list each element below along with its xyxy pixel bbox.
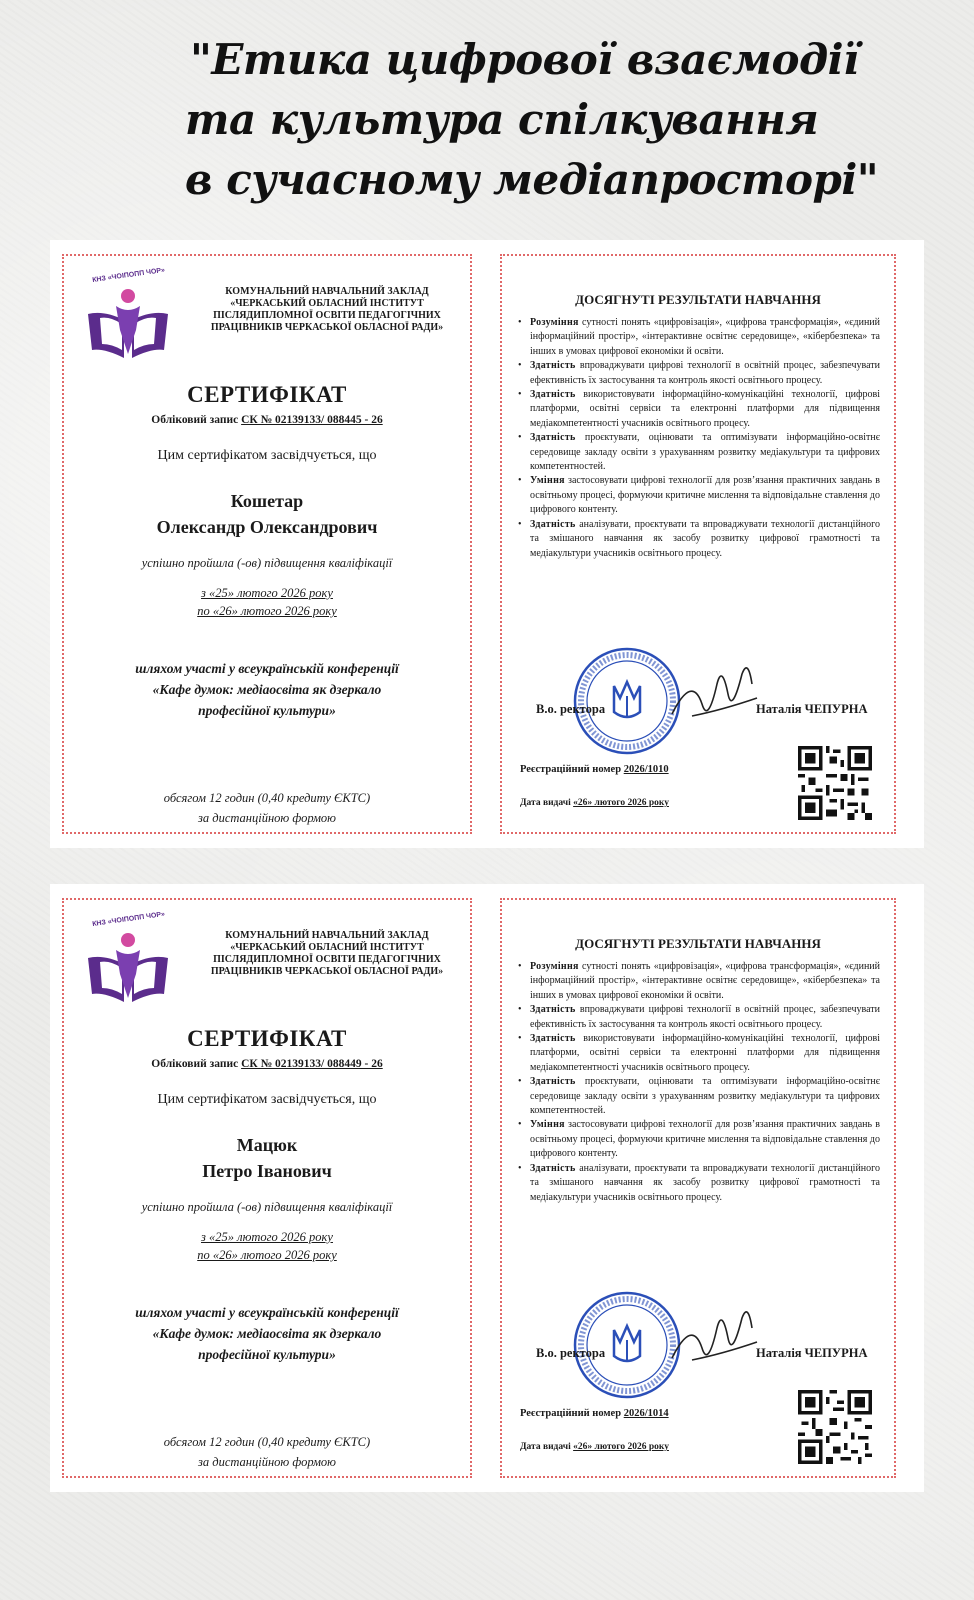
date-from: з «25» лютого 2026 року bbox=[201, 1230, 333, 1244]
recipient-surname: Кошетар bbox=[230, 491, 304, 511]
certificate-back bbox=[500, 898, 896, 1478]
recipient-name bbox=[64, 488, 470, 540]
volume-line-2: за дистанційною формою bbox=[198, 811, 336, 825]
record-number: СК № 02139133/ 088449 - 26 bbox=[241, 1058, 383, 1070]
signer-role: В.о. ректора bbox=[536, 702, 606, 716]
list-item: • Здатність впроваджувати цифрові технології в освітній процес, забезпечувати ефективність їх застосування та контроль якості освітнього процесу. bbox=[518, 1003, 880, 1032]
issue-date-line bbox=[520, 1442, 669, 1452]
issue-date: «26» лютого 2026 року bbox=[573, 1442, 669, 1452]
certificate-card bbox=[50, 240, 924, 848]
results-list bbox=[518, 316, 880, 561]
certify-text: Цим сертифікатом засвідчується, що bbox=[157, 1092, 377, 1107]
list-item: • Здатність аналізувати, проєктувати та впроваджувати технології дистанційного та змішаного навчання як засобу розвитку цифрової грамотності та медіакультури учасників освітнього процесу. bbox=[518, 1162, 880, 1205]
list-item: • Здатність проєктувати, оцінювати та оптимізувати інформаційно-освітнє середовище закладу освіти з урахуванням розвитку медіакультури та цифрових компетентностей. bbox=[518, 1075, 880, 1118]
issue-date-line bbox=[520, 798, 669, 808]
list-item: • Уміння застосовувати цифрові технології для розв’язання практичних завдань в освітньому процесі, формуючи критичне мислення та відповідальне ставлення до цифрового контенту. bbox=[518, 1118, 880, 1161]
signature-icon bbox=[662, 1298, 772, 1388]
registration-number: 2026/1010 bbox=[623, 764, 669, 775]
list-item: • Здатність використовувати інформаційно-комунікаційні технології, цифрові платформи, освітні сервіси та електронні платформи для підвищення медіакомпетентності учасників освітнього процесу. bbox=[518, 388, 880, 431]
registration-line bbox=[520, 764, 669, 775]
recipient-name bbox=[64, 1132, 470, 1184]
signer-name: Наталія ЧЕПУРНА bbox=[756, 1346, 868, 1360]
certificate-front bbox=[62, 254, 472, 834]
institution-name: КОМУНАЛЬНИЙ НАВЧАЛЬНИЙ ЗАКЛАД «ЧЕРКАСЬКИЙ ОБЛАСНИЙ ІНСТИТУТ ПІСЛЯДИПЛОМНОЇ ОСВІТИ ПЕДАГОГІЧНИХ ПРАЦІВНИКІВ ЧЕРКАСЬКОЇ ОБЛАСНОЇ РАДИ» bbox=[210, 286, 444, 333]
signer-role: В.о. ректора bbox=[536, 1346, 606, 1360]
list-item: • Розуміння сутності понять «цифровізація», «цифрова трансформація», «єдиний інформаційний простір», «інтерактивне освітнє середовище», «кібербезпека» та інших в умовах цифрової економіки й освіти. bbox=[518, 316, 880, 359]
issue-label: Дата видачі bbox=[520, 798, 571, 808]
list-item: • Здатність впроваджувати цифрові технології в освітній процес, забезпечувати ефективність їх застосування та контроль якості освітнього процесу. bbox=[518, 359, 880, 388]
certificate-back bbox=[500, 254, 896, 834]
results-list bbox=[518, 960, 880, 1205]
course-volume bbox=[64, 1432, 470, 1472]
record-number: СК № 02139133/ 088445 - 26 bbox=[241, 414, 383, 426]
list-item: • Здатність проєктувати, оцінювати та оптимізувати інформаційно-освітнє середовище закладу освіти з урахуванням розвитку медіакультури та цифрових компетентностей. bbox=[518, 431, 880, 474]
recipient-surname: Мацюк bbox=[236, 1135, 298, 1155]
registration-label: Реєстраційний номер bbox=[520, 1408, 622, 1419]
certificate-title: СЕРТИФІКАТ bbox=[187, 1026, 347, 1051]
record-label: Обліковий запис bbox=[151, 1058, 239, 1070]
volume-line-1: обсягом 12 годин (0,40 кредиту ЄКТС) bbox=[163, 791, 371, 805]
conference-text bbox=[64, 1302, 470, 1365]
institution-name: КОМУНАЛЬНИЙ НАВЧАЛЬНИЙ ЗАКЛАД «ЧЕРКАСЬКИЙ ОБЛАСНИЙ ІНСТИТУТ ПІСЛЯДИПЛОМНОЇ ОСВІТИ ПЕДАГОГІЧНИХ ПРАЦІВНИКІВ ЧЕРКАСЬКОЇ ОБЛАСНОЇ РАДИ» bbox=[210, 930, 444, 977]
certificate-card bbox=[50, 884, 924, 1492]
headline-line-2: та культура спілкування bbox=[185, 95, 819, 144]
course-dates bbox=[64, 1228, 470, 1264]
passed-text: успішно пройшла (-ов) підвищення кваліфікації bbox=[141, 556, 393, 570]
qr-code-icon bbox=[798, 1390, 872, 1464]
course-volume bbox=[64, 788, 470, 828]
volume-line-2: за дистанційною формою bbox=[198, 1455, 336, 1469]
results-title: ДОСЯГНУТІ РЕЗУЛЬТАТИ НАВЧАННЯ bbox=[575, 936, 821, 951]
list-item: • Здатність аналізувати, проєктувати та впроваджувати технології дистанційного та змішаного навчання як засобу розвитку цифрової грамотності та медіакультури учасників освітнього процесу. bbox=[518, 518, 880, 561]
headline-line-1: "Етика цифрової взаємодії bbox=[190, 35, 859, 84]
date-from: з «25» лютого 2026 року bbox=[201, 586, 333, 600]
headline-line-3: в сучасному медіапросторі" bbox=[185, 155, 879, 204]
list-item: • Розуміння сутності понять «цифровізація», «цифрова трансформація», «єдиний інформаційний простір», «інтерактивне освітнє середовище», «кібербезпека» та інших в умовах цифрової економіки й освіти. bbox=[518, 960, 880, 1003]
record-label: Обліковий запис bbox=[151, 414, 239, 426]
qr-code-icon bbox=[798, 746, 872, 820]
certify-text: Цим сертифікатом засвідчується, що bbox=[157, 448, 377, 463]
list-item: • Уміння застосовувати цифрові технології для розв’язання практичних завдань в освітньому процесі, формуючи критичне мислення та відповідальне ставлення до цифрового контенту. bbox=[518, 474, 880, 517]
registration-number: 2026/1014 bbox=[623, 1408, 669, 1419]
recipient-given-names: Петро Іванович bbox=[202, 1161, 332, 1181]
conference-line-3: професійної культури» bbox=[198, 703, 336, 718]
record-line bbox=[64, 414, 470, 426]
conference-line-3: професійної культури» bbox=[198, 1347, 336, 1362]
issue-date: «26» лютого 2026 року bbox=[573, 798, 669, 808]
conference-text bbox=[64, 658, 470, 721]
institute-logo-icon bbox=[80, 270, 176, 366]
signer-name: Наталія ЧЕПУРНА bbox=[756, 702, 868, 716]
headline bbox=[150, 30, 879, 210]
record-line bbox=[64, 1058, 470, 1070]
passed-text: успішно пройшла (-ов) підвищення кваліфікації bbox=[141, 1200, 393, 1214]
conference-line-1: шляхом участі у всеукраїнській конференції bbox=[135, 1305, 399, 1320]
logo-caption: КНЗ «ЧОІПОПП ЧОР» bbox=[91, 910, 166, 929]
list-item: • Здатність використовувати інформаційно-комунікаційні технології, цифрові платформи, освітні сервіси та електронні платформи для підвищення медіакомпетентності учасників освітнього процесу. bbox=[518, 1032, 880, 1075]
signature-icon bbox=[662, 654, 772, 744]
volume-line-1: обсягом 12 годин (0,40 кредиту ЄКТС) bbox=[163, 1435, 371, 1449]
logo-caption: КНЗ «ЧОІПОПП ЧОР» bbox=[91, 266, 166, 285]
registration-label: Реєстраційний номер bbox=[520, 764, 622, 775]
recipient-given-names: Олександр Олександрович bbox=[156, 517, 378, 537]
course-dates bbox=[64, 584, 470, 620]
registration-line bbox=[520, 1408, 669, 1419]
certificate-title: СЕРТИФІКАТ bbox=[187, 382, 347, 407]
certificate-front bbox=[62, 898, 472, 1478]
date-to: по «26» лютого 2026 року bbox=[197, 1248, 337, 1262]
conference-line-2: «Кафе думок: медіаосвіта як дзеркало bbox=[152, 682, 382, 697]
issue-label: Дата видачі bbox=[520, 1442, 571, 1452]
date-to: по «26» лютого 2026 року bbox=[197, 604, 337, 618]
results-title: ДОСЯГНУТІ РЕЗУЛЬТАТИ НАВЧАННЯ bbox=[575, 292, 821, 307]
conference-line-1: шляхом участі у всеукраїнській конференції bbox=[135, 661, 399, 676]
conference-line-2: «Кафе думок: медіаосвіта як дзеркало bbox=[152, 1326, 382, 1341]
institute-logo-icon bbox=[80, 914, 176, 1010]
